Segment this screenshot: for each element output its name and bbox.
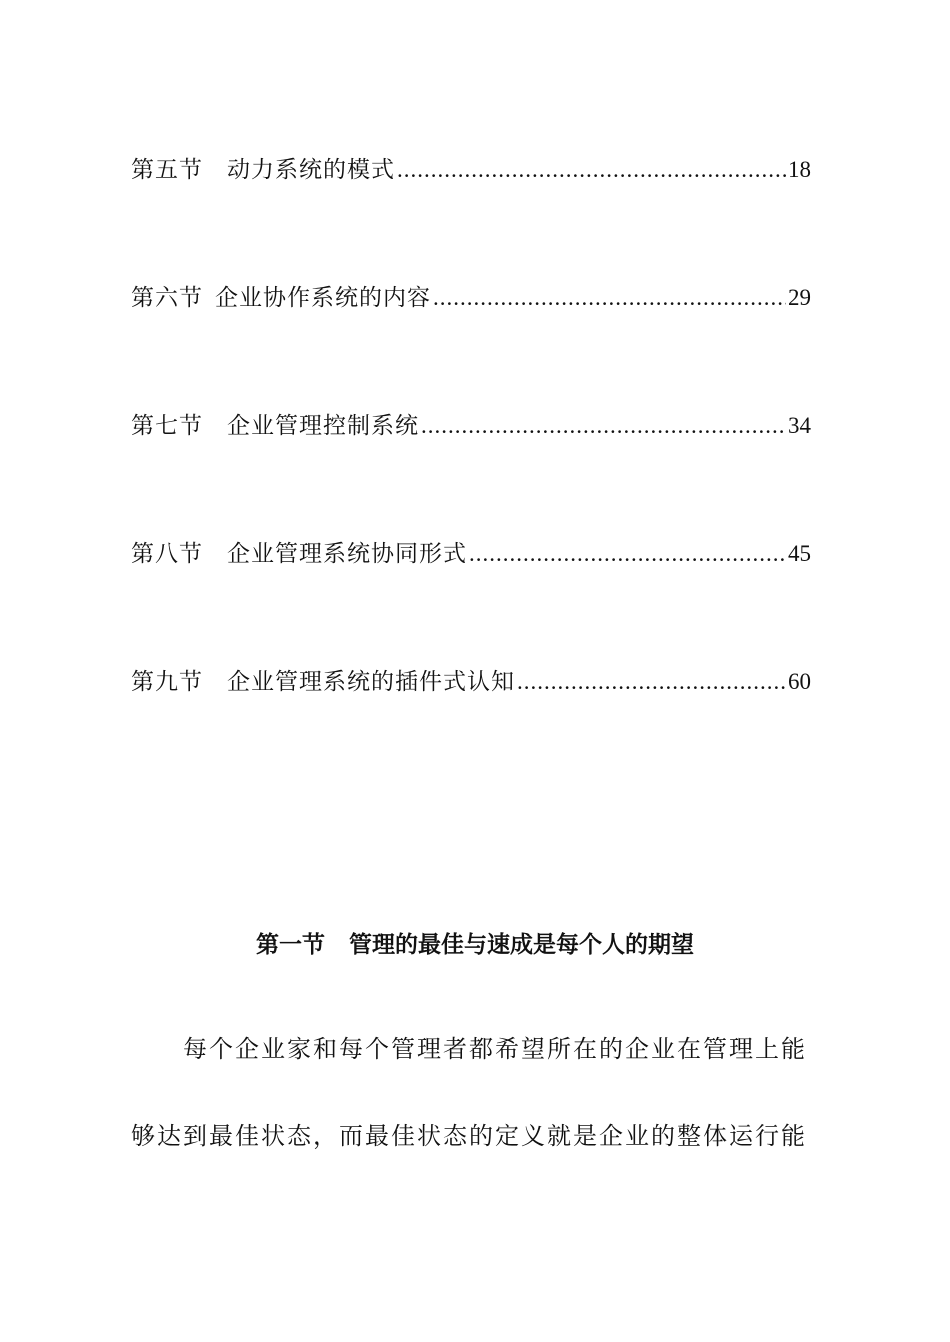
toc-entry-section-8[interactable] (131, 538, 811, 570)
toc-entry-title: 企业管理控制系统 (227, 413, 419, 439)
toc-entry-label: 第八节 (131, 541, 203, 567)
toc-entry-title: 企业管理系统的插件式认知 (227, 669, 515, 695)
toc-entry-label: 第六节 (131, 285, 203, 311)
toc-entry-page-number: 29 (788, 285, 811, 310)
section-heading-title: 管理的最佳与速成是每个人的期望 (349, 932, 694, 958)
toc-dot-leader (433, 282, 786, 314)
toc-entry-page-number: 45 (788, 541, 811, 566)
toc-entry-section-5[interactable] (131, 154, 811, 186)
toc-entry-label: 第七节 (131, 413, 203, 439)
section-heading (0, 925, 950, 965)
toc-entry-section-9[interactable] (131, 666, 811, 698)
toc-entry-page-number: 34 (788, 413, 811, 438)
toc-entry-page-number: 60 (788, 669, 811, 694)
toc-entry-section-6[interactable] (131, 282, 811, 314)
paragraph-line: 够达到最佳状态，而最佳状态的定义就是企业的整体运行能 (131, 1122, 807, 1150)
toc-entry-title: 企业管理系统协同形式 (227, 541, 467, 567)
toc-dot-leader (469, 538, 786, 570)
toc-dot-leader (421, 410, 786, 442)
toc-entry-label: 第九节 (131, 669, 203, 695)
paragraph-line: 每个企业家和每个管理者都希望所在的企业在管理上能 (183, 1035, 807, 1063)
toc-entry-label: 第五节 (131, 157, 203, 183)
toc-entry-title: 动力系统的模式 (227, 157, 395, 183)
toc-dot-leader (397, 154, 786, 186)
toc-entry-section-7[interactable] (131, 410, 811, 442)
toc-entry-title: 企业协作系统的内容 (215, 285, 431, 311)
toc-dot-leader (517, 666, 786, 698)
section-heading-label: 第一节 (256, 932, 325, 958)
toc-entry-page-number: 18 (788, 157, 811, 182)
